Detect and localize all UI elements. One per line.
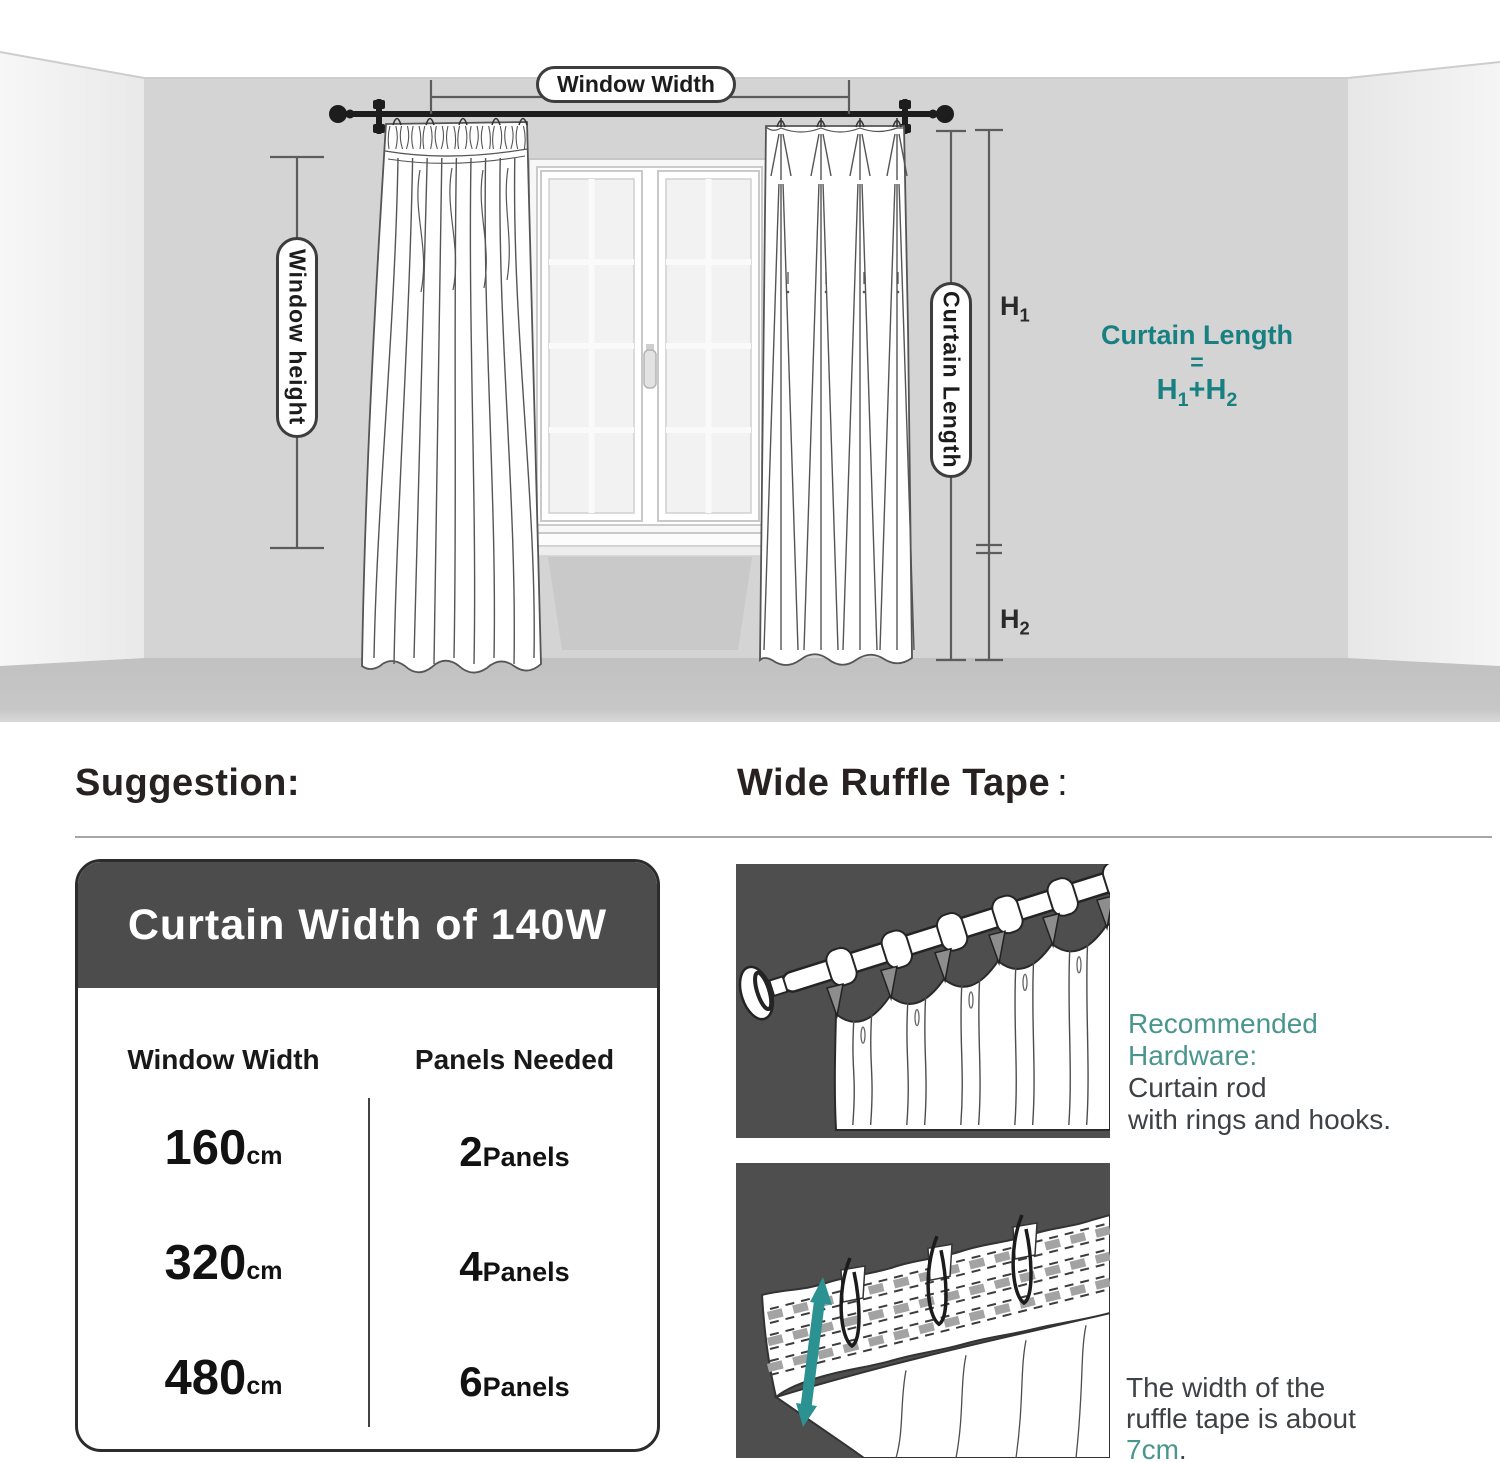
h1-sub: 1 — [1019, 304, 1030, 326]
tape-note-line2: ruffle tape is about — [1126, 1403, 1356, 1434]
curtain-length-label — [930, 282, 972, 478]
h2-main: H — [1000, 604, 1020, 634]
window-height-text: Window height — [284, 249, 311, 426]
suggestion-heading — [75, 762, 300, 805]
tape-note-line1: The width of the — [1126, 1372, 1326, 1403]
ruffle-tape-scene — [736, 1163, 1110, 1458]
column-header-window-width: Window Width — [127, 1044, 320, 1075]
window-height-label — [276, 237, 318, 438]
table-cell-panels-1: 2Panels — [459, 1128, 570, 1175]
curtain-length-text: Curtain Length — [938, 291, 965, 469]
section-rule — [75, 836, 1492, 838]
rod-rings-scene — [736, 864, 1110, 1138]
hardware-note-line3: Curtain rod — [1128, 1072, 1267, 1103]
h2-label — [1000, 604, 1030, 639]
table-cell-width-3: 480cm — [164, 1351, 283, 1405]
hardware-note-line2: Hardware: — [1128, 1040, 1258, 1071]
table-cell-width-1: 160cm — [164, 1121, 283, 1175]
window-width-label — [536, 66, 736, 103]
hardware-note-line1: Recommended — [1128, 1008, 1318, 1039]
window-handle — [644, 344, 656, 388]
column-header-panels-needed: Panels Needed — [414, 1044, 615, 1075]
h2-sub: 2 — [1019, 617, 1030, 639]
table-cell-panels-2: 4Panels — [459, 1243, 570, 1290]
ruffle-heading-colon: : — [1057, 762, 1069, 804]
h1-label — [1000, 291, 1030, 326]
recommended-hardware-note — [1128, 1008, 1391, 1136]
formula-sum: $H_1+H_2$ — [1156, 374, 1238, 411]
window-width-text: Window Width — [557, 71, 715, 97]
suggestion-heading-text: Suggestion: — [75, 762, 301, 804]
card-header — [78, 862, 657, 988]
table-cell-width-2: 320cm — [164, 1236, 283, 1290]
tape-width-note — [1126, 1372, 1356, 1463]
rod-rings-illustration — [736, 864, 1110, 1138]
ruffle-heading-text: Wide Ruffle Tape — [737, 762, 1051, 804]
formula-equals: = — [1190, 349, 1204, 375]
ruffle-tape-heading — [737, 762, 1068, 805]
window — [516, 159, 780, 650]
formula-title: Curtain Length — [1101, 320, 1293, 350]
ruffle-tape-illustration — [736, 1163, 1110, 1458]
tape-note-line3: 7cm. — [1126, 1434, 1187, 1463]
table-cell-panels-3: 6Panels — [459, 1358, 570, 1405]
left-curtain — [362, 119, 541, 673]
suggestion-card — [75, 859, 660, 1452]
hardware-note-line4: with rings and hooks. — [1128, 1104, 1392, 1135]
right-curtain — [760, 118, 914, 665]
card-title: Curtain Width of 140W — [127, 900, 608, 949]
curtain-length-formula — [1092, 320, 1302, 416]
h1-main: H — [1000, 291, 1020, 321]
